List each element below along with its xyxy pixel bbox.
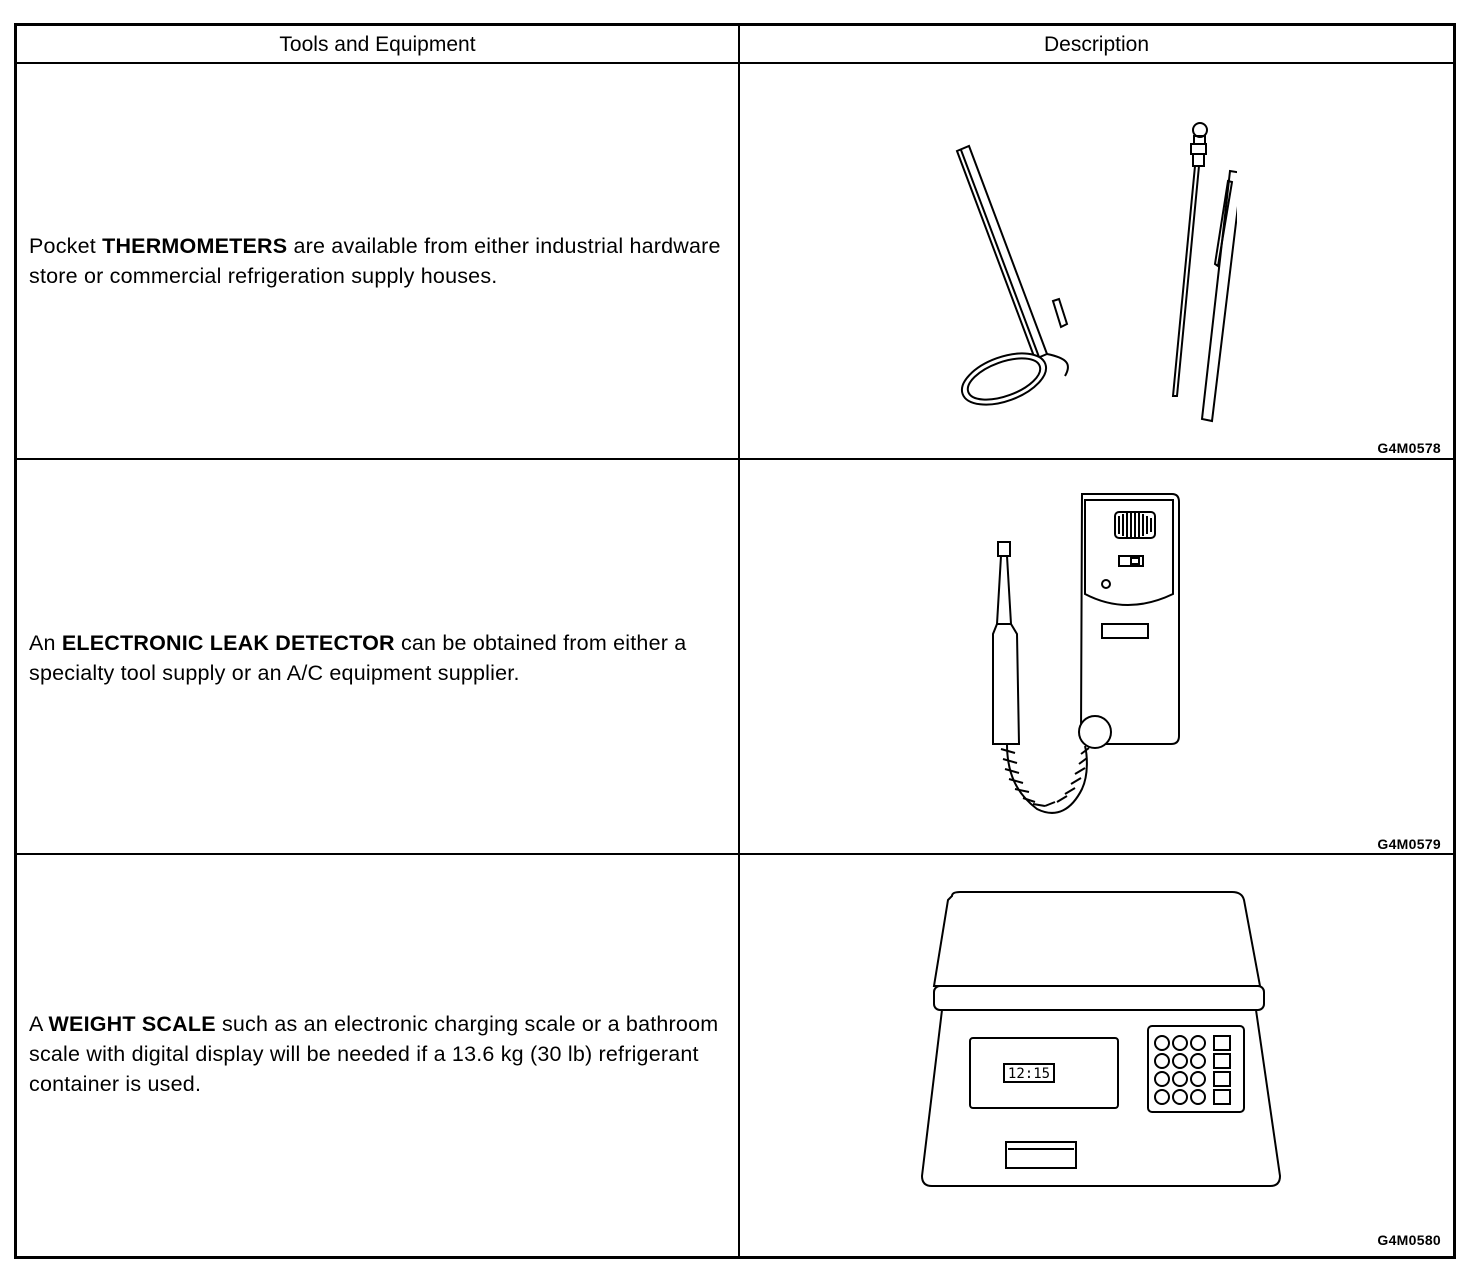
desc-text: can be obtained from either a specialty tool supply or an A/C equipment supplier. — [29, 631, 687, 685]
leak-detector-illustration — [967, 484, 1207, 824]
desc-text: An — [29, 631, 62, 655]
weight-scale-illustration — [912, 886, 1292, 1196]
desc-bold: THERMOMETERS — [102, 234, 288, 258]
tools-table — [14, 23, 1456, 1259]
thermometers-description — [29, 231, 729, 291]
figure-code: G4M0579 — [1377, 836, 1441, 852]
desc-text: Pocket — [29, 234, 103, 258]
weight-scale-description — [29, 1009, 729, 1099]
thermometers-illustration — [917, 96, 1237, 426]
header-description: Description — [1043, 33, 1150, 56]
row-divider — [17, 458, 1453, 460]
figure-code: G4M0578 — [1377, 440, 1441, 456]
desc-bold: ELECTRONIC LEAK DETECTOR — [61, 631, 395, 655]
desc-text: are available from either industrial hardware store or commercial refrigeration supply houses. — [29, 234, 721, 288]
column-divider — [738, 26, 740, 1256]
desc-text: A — [29, 1012, 49, 1036]
desc-bold: WEIGHT SCALE — [48, 1012, 216, 1036]
scale-display-reading: 12:15 — [1007, 1066, 1051, 1082]
header-tools-and-equipment: Tools and Equipment — [279, 33, 476, 56]
desc-text: such as an electronic charging scale or a bathroom scale with digital display will be needed if a 13.6 kg (30 lb) refrigerant container is used. — [29, 1012, 719, 1096]
row-divider — [17, 853, 1453, 855]
figure-code: G4M0580 — [1377, 1232, 1441, 1248]
leak-detector-description — [29, 628, 729, 688]
